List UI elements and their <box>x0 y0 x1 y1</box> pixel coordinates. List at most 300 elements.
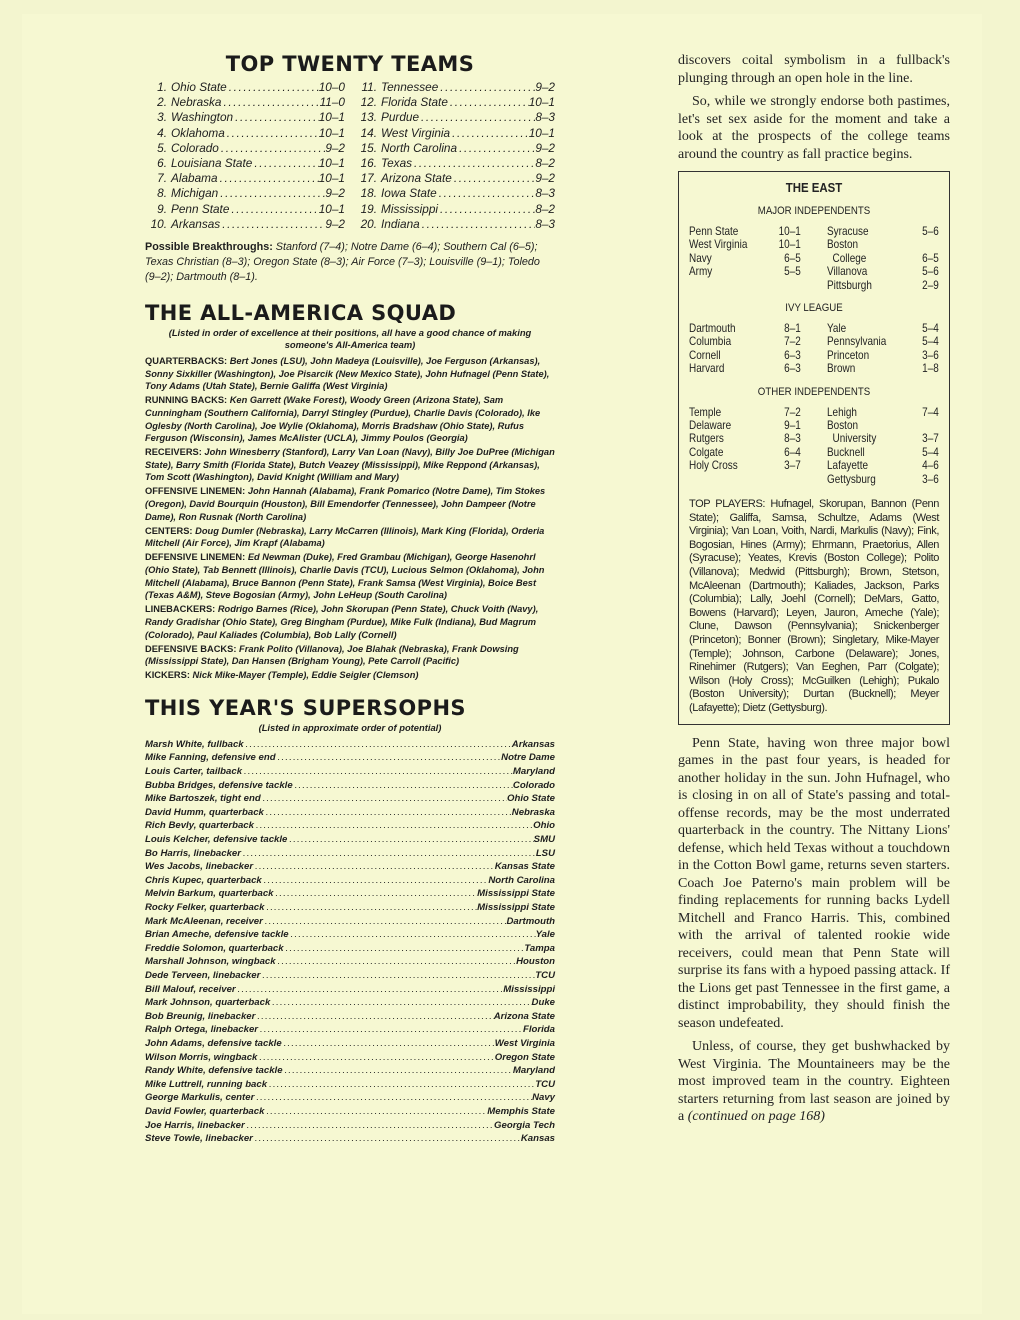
left-column <box>145 50 555 1146</box>
team-record: 10–1 <box>318 156 345 171</box>
leader-dots <box>244 738 512 752</box>
leader-dots <box>257 1051 494 1065</box>
schedule-record: 6–3 <box>784 362 801 376</box>
position-players: John Winesberry (Stanford), Larry Van Loan (Navy), Billy Joe DuPree (Michigan State), Barry Smith (Florida State), Butch Veazey (Mississippi), Mike Reppond (Arkansas), Tom Scott (Washington), David Knight (William and Mary) <box>145 447 555 483</box>
leader-dots <box>438 80 535 95</box>
article-paragraph: So, while we strongly endorse both pastimes, let's set sex aside for the moment and take a look at the prospects of the college teams around the country as fall practice begins. <box>678 94 950 162</box>
leader-dots <box>448 95 529 110</box>
schedule-team: Brown <box>827 362 856 376</box>
schedule-record: 8–3 <box>784 432 801 446</box>
position-players: Nick Mike-Mayer (Temple), Eddie Seigler (Clemson) <box>192 670 419 681</box>
player-school: Notre Dame <box>501 752 555 764</box>
player-school: Oregon State <box>494 1051 555 1063</box>
schedule-record: 7–2 <box>784 335 801 349</box>
schedule-row <box>827 446 939 459</box>
player-name: Marsh White, fullback <box>145 738 244 750</box>
team-rank: 19. <box>360 201 377 216</box>
team-name: Purdue <box>381 110 420 125</box>
team-row <box>355 171 555 186</box>
schedule-record: 5–5 <box>784 265 801 279</box>
team-name: Louisiana State <box>171 156 253 171</box>
leader-dots <box>242 765 513 779</box>
schedule-record: 4–6 <box>922 459 939 473</box>
team-record: 8–2 <box>535 156 555 171</box>
schedule-row <box>827 406 939 419</box>
leader-dots <box>284 942 525 956</box>
team-record: 9–2 <box>325 186 345 201</box>
leader-dots <box>412 156 535 171</box>
team-rank: 1. <box>157 80 167 94</box>
position-label: KICKERS: <box>145 670 190 681</box>
schedule-team: Harvard <box>689 362 725 376</box>
schedule-row <box>827 335 939 348</box>
schedule-team: Yale <box>827 322 847 336</box>
schedule-team: University <box>827 432 877 446</box>
schedule-team: Bucknell <box>827 445 865 459</box>
schedule-team: Colgate <box>689 445 724 459</box>
schedule-record: 7–4 <box>922 405 939 419</box>
team-record: 9–2 <box>535 171 555 186</box>
player-school: Maryland <box>512 766 555 778</box>
schedule-record: 3–7 <box>784 459 801 473</box>
schedule-record: 6–5 <box>922 251 939 265</box>
schedule-column <box>827 322 939 376</box>
player-name: Ralph Ortega, linebacker <box>145 1024 259 1036</box>
major-independents-label: MAJOR INDEPENDENTS <box>757 205 871 217</box>
all-america-position <box>145 485 555 523</box>
player-school: SMU <box>533 834 555 846</box>
schedule-team: Lehigh <box>827 405 857 419</box>
schedule-record: 1–8 <box>922 362 939 376</box>
schedule-row <box>689 432 801 445</box>
schedule-team: Rutgers <box>689 432 724 446</box>
team-name: Texas <box>381 156 413 171</box>
position-players: Doug Dumler (Nebraska), Larry McCarren (Illinois), Mark King (Florida), Orderia Mitchell (Air Force), Jim Krapf (Alabama) <box>145 525 545 549</box>
position-players: Frank Polito (Villanova), Joe Blahak (Nebraska), Frank Dowsing (Mississippi State), Dan Hansen (Brigham Young), Pete Carroll (Pacific) <box>145 643 519 667</box>
supersoph-row <box>145 1091 555 1105</box>
position-label: DEFENSIVE LINEMEN: <box>145 552 246 563</box>
team-rank: 2. <box>157 95 167 110</box>
schedule-row <box>689 349 801 362</box>
schedule-record: 3–6 <box>922 348 939 362</box>
leader-dots <box>220 217 325 232</box>
position-players: Rodrigo Barnes (Rice), John Skorupan (Penn State), Chuck Voith (Navy), Randy Gradishar (Ohio State), Greg Bingham (Purdue), Mike Fulk (Indiana), Bud Magrum (Colorado), Paul Kaliades (Columbia), Bob Lally (Cornell) <box>145 604 539 640</box>
supersoph-row <box>145 765 555 779</box>
supersoph-row <box>145 969 555 983</box>
team-name: Arkansas <box>171 216 221 231</box>
position-label: LINEBACKERS: <box>145 604 216 615</box>
leader-dots <box>287 833 533 847</box>
article-paragraph-text: Unless, of course, they get bushwhacked by West Virginia. The Mountaineers may be the most improved team in the country. Eighteen starters returning from last season are joined by a <box>678 1039 950 1125</box>
schedule-row <box>689 238 801 251</box>
leader-dots <box>236 983 504 997</box>
leader-dots <box>233 110 319 125</box>
supersoph-row <box>145 996 555 1010</box>
leader-dots <box>419 110 535 125</box>
leader-dots <box>263 915 507 929</box>
player-school: TCU <box>535 1078 555 1090</box>
player-school: West Virginia <box>494 1037 555 1049</box>
schedule-team: Temple <box>689 405 722 419</box>
supersoph-row <box>145 887 555 901</box>
supersoph-row <box>145 928 555 942</box>
player-school: Maryland <box>512 1065 555 1077</box>
team-row <box>355 217 555 232</box>
leader-dots <box>438 202 535 217</box>
all-america-note: (Listed in order of excellence at their positions, all have a good chance of making someone's All-America team) <box>168 327 532 351</box>
schedule-team: Gettysburg <box>827 472 876 486</box>
schedule-row <box>827 419 939 432</box>
right-column <box>678 52 950 1132</box>
supersoph-row <box>145 1119 555 1133</box>
player-name: John Adams, defensive tackle <box>145 1037 282 1049</box>
schedule-team: Villanova <box>827 265 868 279</box>
player-school: Tampa <box>524 942 555 954</box>
schedule-row <box>827 349 939 362</box>
supersoph-row <box>145 847 555 861</box>
leader-dots <box>254 1091 532 1105</box>
team-name: Mississippi <box>381 201 439 216</box>
team-name: Oklahoma <box>171 125 225 140</box>
schedule-column <box>827 406 939 486</box>
schedule-record: 9–1 <box>784 419 801 433</box>
schedule-row <box>689 265 801 278</box>
leader-dots <box>255 1010 493 1024</box>
team-row <box>355 202 555 217</box>
team-rank: 16. <box>360 156 377 171</box>
supersoph-row <box>145 860 555 874</box>
player-school: LSU <box>535 847 555 859</box>
leader-dots <box>264 806 512 820</box>
team-record: 9–2 <box>535 80 555 94</box>
leader-dots <box>267 1078 535 1092</box>
team-row <box>145 80 345 95</box>
team-record: 10–1 <box>318 110 345 125</box>
supersoph-row <box>145 792 555 806</box>
leader-dots <box>282 1037 495 1051</box>
schedule-team: Pittsburgh <box>827 278 872 292</box>
schedule-team: Lafayette <box>827 459 869 473</box>
schedule-record: 3–6 <box>922 472 939 486</box>
supersoph-row <box>145 1037 555 1051</box>
continued-note: (continued on page 168) <box>687 1109 825 1125</box>
player-school: Yale <box>535 929 555 941</box>
team-row <box>145 95 345 110</box>
possible-breakthroughs-text: Stanford (7–4); Notre Dame (6–4); Southern Cal (6–5); Texas Christian (8–3); Oregon State (8–3); Air Force (7–3); Louisville (9–1); Toledo (9–2); Dartmouth (8–1). <box>145 241 540 284</box>
major-independents-schedule <box>689 225 939 292</box>
player-name: Freddie Solomon, quarterback <box>145 942 284 954</box>
player-name: David Fowler, quarterback <box>145 1105 265 1117</box>
team-rank: 12. <box>360 95 377 110</box>
team-record: 10–0 <box>318 80 345 94</box>
player-name: Rocky Felker, quarterback <box>145 902 265 913</box>
all-america-heading: THE ALL-AMERICA SQUAD <box>145 301 457 326</box>
team-row <box>355 95 555 110</box>
possible-breakthroughs-label: Possible Breakthroughs: <box>145 241 273 254</box>
schedule-record: 7–2 <box>784 405 801 419</box>
schedule-record: 6–3 <box>784 348 801 362</box>
player-school: Kansas <box>520 1133 555 1145</box>
player-school: Dartmouth <box>506 915 555 927</box>
team-rank: 8. <box>157 186 167 201</box>
player-name: George Markulis, center <box>145 1092 255 1104</box>
team-name: West Virginia <box>381 125 451 140</box>
schedule-record: 5–4 <box>922 445 939 459</box>
leader-dots <box>253 860 495 874</box>
schedule-row <box>689 459 801 472</box>
leader-dots <box>437 186 536 201</box>
team-row <box>145 126 345 141</box>
team-record: 9–2 <box>325 216 345 231</box>
all-america-list <box>145 355 555 682</box>
team-name: Penn State <box>171 201 230 216</box>
position-label: RECEIVERS: <box>145 447 202 458</box>
supersophs-list <box>145 738 555 1146</box>
player-school: Ohio <box>533 820 555 832</box>
team-record: 11–0 <box>319 95 345 110</box>
position-players: John Hannah (Alabama), Frank Pomarico (Notre Dame), Tim Stokes (Oregon), David Bourquin (Houston), Bill Emendorfer (Tennessee), John Dampeer (Notre Dame), Ron Rusnak (North Carolina) <box>145 486 546 522</box>
player-school: Arkansas <box>511 738 555 750</box>
team-rank: 3. <box>157 110 167 125</box>
player-name: Chris Kupec, quarterback <box>145 874 262 886</box>
leader-dots <box>264 1105 487 1119</box>
team-row <box>145 141 345 156</box>
player-school: Duke <box>531 997 555 1009</box>
leader-dots <box>270 996 531 1010</box>
schedule-record: 8–1 <box>784 322 801 336</box>
possible-breakthroughs <box>145 240 555 285</box>
the-east-box <box>678 171 950 725</box>
position-label: DEFENSIVE BACKS: <box>145 643 237 654</box>
team-rank: 20. <box>360 216 377 231</box>
supersoph-row <box>145 874 555 888</box>
top-players: TOP PLAYERS: Hufnagel, Skorupan, Bannon (Penn State); Galiffa, Samsa, Schultze, Adams (West Virginia); Van Loan, Voith, Nardi, Markulis (Navy); Fink, Bogosian, Hines (Army); Ehrmann, Praetorius, Allen (Syracuse); Yeates, Krevis (Boston College); Polito (Villanova); Medwid (Pittsburgh); Brown, Stetson, McAleenan (Dartmouth); Kaliades, Jackson, Parks (Columbia); Lally, Joehl (Cornell); DeMars, Gatto, Bowens (Harvard); Leyen, Jauron, Ameche (Yale); Clune, Dawson (Pennsylvania); Snickenberger (Princeton); Bonner (Brown); Singletary, Mike-Mayer (Temple); Johnson, Carbone (Delaware); Jones, Rinehimer (Rutgers); Van Eeghen, Parr (Colgate); Wilson (Holy Cross); McGuilken (Lehigh); Pukalo (Boston University); Durtan (Bucknell); Meyer (Lafayette); Dietz (Gettysburg). <box>689 498 939 714</box>
team-name: Washington <box>171 110 234 125</box>
schedule-row <box>827 322 939 335</box>
all-america-position <box>145 446 555 484</box>
team-row <box>145 186 345 201</box>
schedule-row <box>827 459 939 472</box>
the-east-title: THE EAST <box>785 180 843 195</box>
player-school: Florida <box>523 1024 555 1036</box>
team-name: Alabama <box>171 171 218 186</box>
player-name: Melvin Barkum, quarterback <box>145 888 274 900</box>
team-name: Michigan <box>171 186 219 201</box>
schedule-record: 6–5 <box>784 251 801 265</box>
supersoph-row <box>145 983 555 997</box>
schedule-team: West Virginia <box>689 238 748 252</box>
leader-dots <box>276 751 502 765</box>
leader-dots <box>261 792 507 806</box>
leader-dots <box>227 80 319 95</box>
team-row <box>145 202 345 217</box>
schedule-team: Pennsylvania <box>827 335 887 349</box>
team-name: North Carolina <box>381 140 458 155</box>
supersoph-row <box>145 1064 555 1078</box>
team-name: Indiana <box>381 216 420 231</box>
supersophs-heading: THIS YEAR'S SUPERSOPHS <box>145 695 466 720</box>
team-record: 10–1 <box>318 125 345 140</box>
leader-dots <box>218 171 319 186</box>
player-name: Wes Jacobs, linebacker <box>145 861 254 873</box>
team-rank: 11. <box>361 80 377 94</box>
schedule-row <box>827 432 939 445</box>
player-school: North Carolina <box>488 874 555 886</box>
schedule-record: 5–4 <box>922 335 939 349</box>
leader-dots <box>452 171 535 186</box>
position-players: Bert Jones (LSU), John Madeya (Louisville), Joe Ferguson (Arkansas), Sonny Sixkiller (Washington), Joe Pisarcik (New Mexico State), John Hufnagel (Penn State), Tony Adams (Utah State), Bernie Galiffa (West Virginia) <box>145 356 550 392</box>
schedule-column <box>689 322 801 376</box>
player-school: Mississippi <box>503 983 555 995</box>
player-name: Louis Kelcher, defensive tackle <box>145 834 288 846</box>
team-rank: 15. <box>360 140 377 155</box>
position-label: OFFENSIVE LINEMEN: <box>145 486 246 497</box>
position-players: Ed Newman (Duke), Fred Grambau (Michigan), George Hasenohrl (Ohio State), Tab Bennett (Illinois), Charlie Davis (TCU), Lucious Selmon (Oklahoma), John Mitchell (Alabama), Bruce Bannon (Penn State), Frank Samsa (West Virginia), Boice Best (Texas A&M), Steve Bogosian (Army), John LeHeup (South Carolina) <box>145 552 545 601</box>
team-row <box>355 141 555 156</box>
team-record: 9–2 <box>325 140 345 155</box>
leader-dots <box>222 95 320 110</box>
team-record: 8–3 <box>535 186 555 201</box>
supersoph-row <box>145 1078 555 1092</box>
schedule-record: 10–1 <box>778 238 801 252</box>
schedule-row <box>689 419 801 432</box>
schedule-record: 2–9 <box>922 278 939 292</box>
supersoph-row <box>145 915 555 929</box>
team-row <box>145 156 345 171</box>
team-rank: 5. <box>157 140 167 155</box>
schedule-column <box>827 225 939 292</box>
player-school: Navy <box>532 1092 555 1104</box>
leader-dots <box>420 217 536 232</box>
schedule-team: College <box>827 251 867 265</box>
player-name: Bubba Bridges, defensive tackle <box>145 779 293 791</box>
leader-dots <box>293 779 513 793</box>
schedule-record: 10–1 <box>778 225 801 238</box>
leader-dots <box>450 126 529 141</box>
schedule-row <box>827 362 939 375</box>
team-rank: 9. <box>157 201 167 216</box>
all-america-position <box>145 643 555 668</box>
schedule-row <box>827 279 939 292</box>
team-rank: 14. <box>360 125 377 140</box>
schedule-row <box>689 335 801 348</box>
team-name: Ohio State <box>171 80 227 94</box>
team-row <box>355 156 555 171</box>
supersoph-row <box>145 1132 555 1146</box>
player-name: Randy White, defensive tackle <box>145 1065 283 1077</box>
top-twenty-list <box>145 80 555 232</box>
supersoph-row <box>145 955 555 969</box>
all-america-position <box>145 669 555 682</box>
schedule-row <box>827 238 939 251</box>
team-record: 10–1 <box>528 125 555 140</box>
schedule-team: Syracuse <box>827 225 869 238</box>
leader-dots <box>457 141 535 156</box>
schedule-team: Holy Cross <box>689 459 738 473</box>
team-name: Florida State <box>381 95 448 110</box>
team-rank: 6. <box>157 156 167 171</box>
team-name: Arizona State <box>381 171 452 186</box>
schedule-row <box>827 473 939 486</box>
leader-dots <box>254 819 533 833</box>
other-independents-schedule <box>689 406 939 486</box>
team-record: 9–2 <box>535 140 555 155</box>
supersoph-row <box>145 819 555 833</box>
schedule-record: 3–7 <box>922 432 939 446</box>
team-row <box>355 110 555 125</box>
schedule-record: 5–6 <box>922 265 939 279</box>
leader-dots <box>276 955 516 969</box>
schedule-team: Boston <box>827 238 859 252</box>
team-record: 8–3 <box>535 216 555 231</box>
team-row <box>145 171 345 186</box>
player-school: Mississippi State <box>477 888 555 900</box>
article-paragraph: Penn State, having won three major bowl games in the past four years, is headed for another holiday in the sun. John Hufnagel, who is closing in on all of State's passing and total-offense records, may be the most underrated quarterback in the country. The Nittany Lions' defense, which held Texas without a touchdown in the Cotton Bowl game, returns seven starters. Coach Joe Paterno's main problem will be finding replacements for running backs Lydell Mitchell and Franco Harris. This, combined with the arrival of talented rookie wide receivers, could mean that Penn State will surprise its fans with a hypoed passing attack. If the Lions get past Tennessee in the first game, a distinct improbability, they should finish the season undefeated. <box>678 735 950 1031</box>
schedule-team: Princeton <box>827 348 870 362</box>
player-name: Brian Ameche, defensive tackle <box>145 929 289 941</box>
leader-dots <box>274 887 478 901</box>
team-record: 8–3 <box>535 110 555 125</box>
team-rank: 4. <box>157 125 167 140</box>
player-school: Georgia Tech <box>494 1119 555 1131</box>
schedule-row <box>689 446 801 459</box>
schedule-row <box>827 252 939 265</box>
leader-dots <box>260 969 535 983</box>
schedule-record: 5–4 <box>922 322 939 336</box>
team-rank: 17. <box>360 171 377 186</box>
team-rank: 10. <box>150 216 167 231</box>
all-america-position <box>145 394 555 444</box>
leader-dots <box>219 141 325 156</box>
team-row <box>355 186 555 201</box>
schedule-team: Penn State <box>689 225 739 238</box>
schedule-team: Boston <box>827 419 859 433</box>
player-name: Mike Luttrell, running back <box>145 1078 268 1090</box>
ivy-league-label: IVY LEAGUE <box>785 302 843 315</box>
player-name: Mark McAleenan, receiver <box>145 915 263 927</box>
schedule-row <box>689 252 801 265</box>
supersoph-row <box>145 806 555 820</box>
leader-dots <box>283 1064 513 1078</box>
supersoph-row <box>145 833 555 847</box>
team-rank: 7. <box>157 171 167 186</box>
schedule-row <box>689 322 801 335</box>
supersoph-row <box>145 1051 555 1065</box>
supersoph-row <box>145 738 555 752</box>
all-america-position <box>145 603 555 641</box>
supersoph-row <box>145 751 555 765</box>
schedule-record: 6–4 <box>784 445 801 459</box>
schedule-column <box>689 225 801 292</box>
player-school: Kansas State <box>494 861 555 873</box>
team-record: 10–1 <box>318 171 345 186</box>
schedule-team: Columbia <box>689 335 732 349</box>
player-name: Wilson Morris, wingback <box>145 1051 258 1063</box>
player-name: Mark Johnson, quarterback <box>145 997 271 1009</box>
leader-dots <box>245 1119 494 1133</box>
supersophs-note: (Listed in approximate order of potential) <box>258 721 442 733</box>
all-america-position <box>145 355 555 393</box>
player-school: Mississippi State <box>477 902 555 913</box>
team-record: 10–1 <box>318 201 345 216</box>
team-name: Tennessee <box>381 80 439 94</box>
player-school: Nebraska <box>511 806 555 818</box>
leader-dots <box>252 156 318 171</box>
schedule-team: Army <box>689 265 713 279</box>
schedule-row <box>827 225 939 238</box>
schedule-row <box>689 406 801 419</box>
player-name: Bo Harris, linebacker <box>145 847 241 859</box>
